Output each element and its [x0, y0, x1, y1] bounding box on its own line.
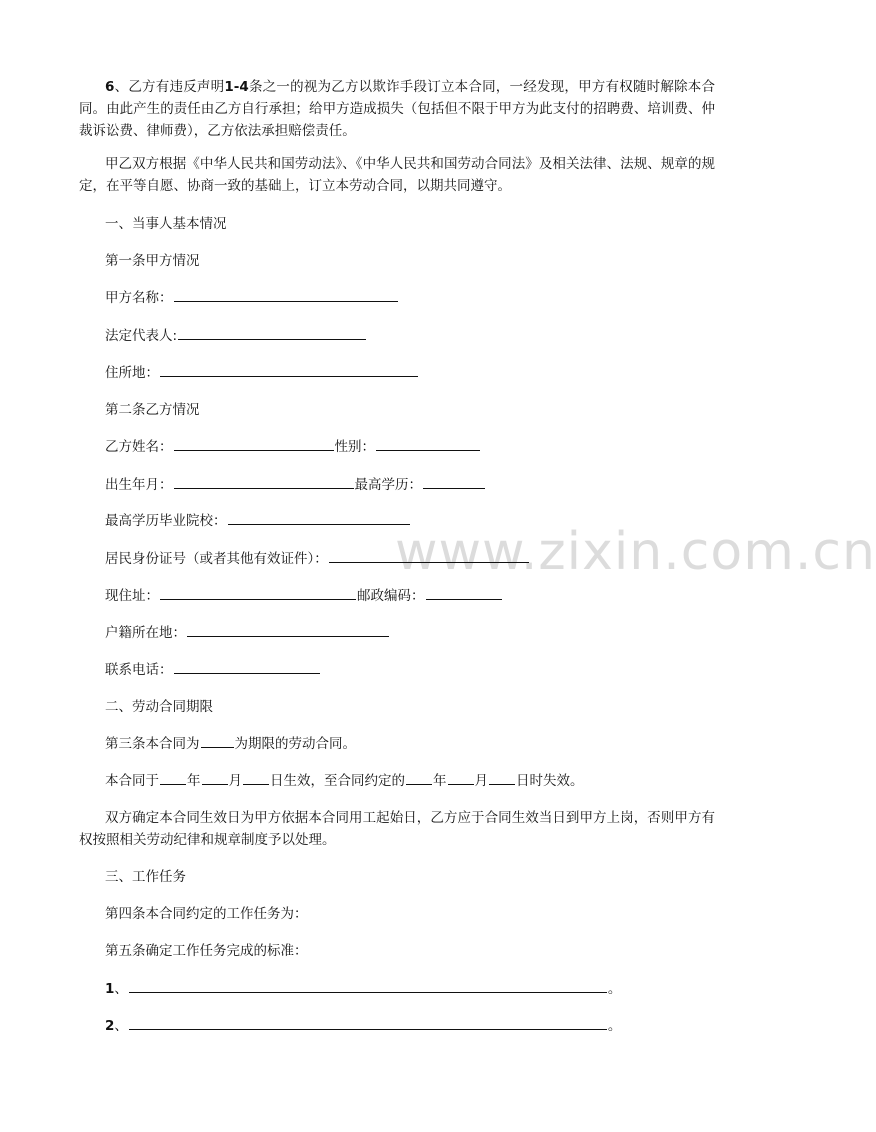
item-1-end: 。: [607, 981, 622, 997]
party-a-name-field[interactable]: [174, 287, 398, 302]
gender-label: 性别：: [334, 439, 375, 455]
school-field[interactable]: [228, 510, 410, 525]
year-label-2: 年: [433, 773, 447, 789]
current-address-field[interactable]: [160, 585, 356, 600]
item-2-field[interactable]: [129, 1015, 607, 1030]
confirm-paragraph: 双方确定本合同生效日为甲方依据本合同用工起始日，乙方应于合同生效当日到甲方上岗，否则甲方有权按照相关劳动纪律和规章制度予以处理。: [79, 810, 715, 848]
party-a-name-label: 甲方名称：: [105, 290, 173, 306]
watermark: www.zixin.com.cn: [395, 522, 876, 582]
start-year-field[interactable]: [160, 770, 186, 785]
clause-6-text-part2: 条之一的视为乙方以欺诈手段订立本合同，一经发现，甲方有权随时解除本合同。由此产生的责任由乙方自行承担；给甲方造成损失（包括但不限于甲方为此支付的招聘费、培训费、仲裁诉讼费、律师费），乙方依法承担赔偿责任。: [79, 79, 716, 139]
education-label: 最高学历：: [354, 477, 422, 493]
birth-label: 出生年月：: [105, 477, 173, 493]
contract-type-field[interactable]: [201, 733, 234, 748]
household-label: 户籍所在地：: [105, 625, 186, 641]
month-label-1: 月: [228, 773, 242, 789]
education-field[interactable]: [423, 474, 485, 489]
article-3-row: [105, 733, 715, 755]
school-row: [105, 510, 715, 532]
party-a-name-row: [105, 287, 715, 309]
birth-field[interactable]: [174, 474, 354, 489]
article-4-heading: 第四条本合同约定的工作任务为：: [105, 906, 308, 922]
standard-item-1: [105, 978, 715, 1000]
effective-start-text: 日生效，至合同约定的: [270, 773, 405, 789]
effective-date-row: [105, 770, 715, 792]
birth-row: [105, 474, 715, 496]
item-1-number: 1: [105, 981, 115, 997]
item-2-sep: 、: [114, 1018, 128, 1034]
party-b-name-field[interactable]: [174, 436, 334, 451]
end-year-field[interactable]: [406, 770, 432, 785]
article-1-heading: 第一条甲方情况: [105, 253, 200, 269]
id-row: [105, 548, 715, 570]
start-day-field[interactable]: [243, 770, 269, 785]
article-3-text-a: 第三条本合同为: [105, 736, 200, 752]
household-field[interactable]: [187, 622, 389, 637]
phone-label: 联系电话：: [105, 662, 173, 678]
postcode-label: 邮政编码：: [357, 588, 425, 604]
item-1-sep: 、: [114, 981, 128, 997]
phone-field[interactable]: [174, 659, 320, 674]
id-field[interactable]: [329, 548, 529, 563]
effective-text-a: 本合同于: [105, 773, 159, 789]
article-5-heading: 第五条确定工作任务完成的标准：: [105, 943, 308, 959]
item-2-end: 。: [607, 1018, 622, 1034]
clause-6-number: 6: [105, 79, 115, 95]
section-3-heading: 三、工作任务: [105, 869, 186, 885]
current-address-row: [105, 585, 715, 607]
phone-row: [105, 659, 715, 681]
party-b-name-row: [105, 436, 715, 458]
intro-paragraph: 甲乙双方根据《中华人民共和国劳动法》、《中华人民共和国劳动合同法》及相关法律、法规、规章的规定，在平等自愿、协商一致的基础上，订立本劳动合同，以期共同遵守。: [79, 156, 715, 194]
clause-6-text-part1: 、乙方有违反声明: [114, 79, 225, 95]
clause-6-bold-range: 1-4: [224, 79, 249, 95]
address-field[interactable]: [160, 362, 418, 377]
school-label: 最高学历毕业院校：: [105, 513, 227, 529]
end-month-field[interactable]: [448, 770, 474, 785]
address-row: [105, 362, 715, 384]
month-label-2: 月: [474, 773, 488, 789]
id-label: 居民身份证号（或者其他有效证件）：: [105, 551, 328, 567]
article-3-text-b: 为期限的劳动合同。: [234, 736, 356, 752]
gender-field[interactable]: [376, 436, 480, 451]
party-b-name-label: 乙方姓名：: [105, 439, 173, 455]
start-month-field[interactable]: [202, 770, 228, 785]
year-label-1: 年: [187, 773, 201, 789]
standard-item-2: [105, 1015, 715, 1037]
postcode-field[interactable]: [426, 585, 502, 600]
end-day-field[interactable]: [489, 770, 515, 785]
article-2-heading: 第二条乙方情况: [105, 402, 200, 418]
address-label: 住所地：: [105, 365, 159, 381]
section-1-heading: 一、当事人基本情况: [105, 216, 227, 232]
clause-6-paragraph: [79, 76, 715, 142]
legal-rep-field[interactable]: [178, 325, 366, 340]
legal-rep-row: [105, 325, 715, 347]
section-2-heading: 二、劳动合同期限: [105, 699, 213, 715]
legal-rep-label: 法定代表人:: [105, 328, 178, 344]
item-1-field[interactable]: [129, 978, 607, 993]
household-row: [105, 622, 715, 644]
current-address-label: 现住址：: [105, 588, 159, 604]
item-2-number: 2: [105, 1018, 115, 1034]
effective-end-text: 日时失效。: [516, 773, 584, 789]
